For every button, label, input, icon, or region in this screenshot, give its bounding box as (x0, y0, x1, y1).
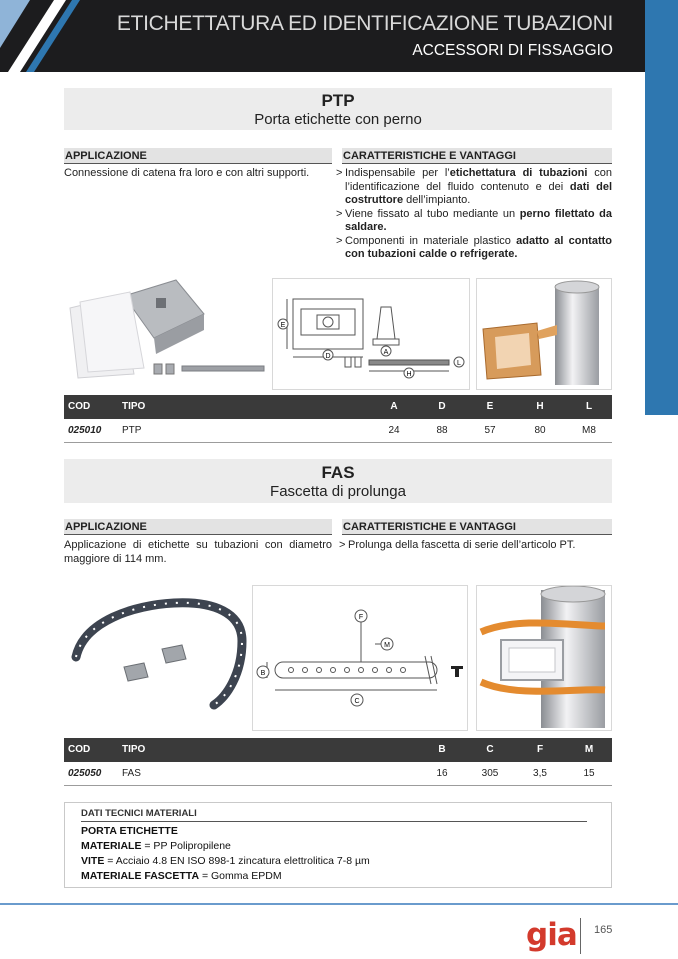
col-e: E (486, 401, 494, 412)
cell-h: 80 (534, 425, 546, 436)
col-b: B (438, 744, 446, 755)
applicazione-text: Connessione di catena fra loro e con altri supporti. (64, 167, 310, 179)
cell-b: 16 (436, 768, 448, 779)
product-code: FAS (321, 463, 355, 482)
brand-logo: gia (526, 917, 577, 953)
technical-data-line: MATERIALE FASCETTA = Gomma EPDM (81, 870, 282, 882)
col-h: H (536, 401, 544, 412)
col-d: D (438, 401, 446, 412)
dimension-drawing (273, 279, 469, 389)
pipe-strap-installation-image (477, 586, 611, 730)
dim-label-f: F (358, 614, 364, 621)
page-number: 165 (594, 924, 613, 936)
col-cod: COD (68, 744, 91, 755)
caratteristiche-heading: CARATTERISTICHE E VANTAGGI (342, 519, 612, 535)
col-l: L (585, 401, 593, 412)
feature-bullet: > Prolunga della fascetta di serie dell’articolo PT. (339, 539, 612, 553)
cell-m: 15 (583, 768, 595, 779)
cell-tipo: PTP (122, 425, 142, 436)
dim-label-b: B (260, 670, 266, 677)
applicazione-heading: APPLICAZIONE (64, 519, 332, 535)
catalog-subsection-title: ACCESSORI DI FISSAGGIO (412, 42, 613, 59)
col-tipo: TIPO (122, 401, 146, 412)
cell-e: 57 (484, 425, 496, 436)
fas-installed-photo (476, 585, 612, 731)
cell-cod: 025050 (68, 768, 102, 779)
pipe-installation-image (477, 279, 611, 389)
catalog-section-title: ETICHETTATURA ED IDENTIFICAZIONE TUBAZIONI (116, 12, 613, 35)
dimension-drawing (253, 586, 467, 730)
product-name: Porta etichette con perno (254, 111, 422, 128)
cell-cod: 025010 (68, 425, 102, 436)
cell-a: 24 (388, 425, 400, 436)
product-code: PTP (321, 91, 355, 110)
product-header-ptp (64, 88, 612, 130)
cell-tipo: FAS (122, 768, 141, 779)
ptp-product-photo (64, 278, 268, 388)
ptp-technical-drawing (272, 278, 470, 390)
page-header (0, 0, 645, 72)
technical-data-line: VITE = Acciaio 4.8 EN ISO 898-1 zincatura elettrolitica 7-8 µm (81, 855, 370, 867)
ptp-installed-photo (476, 278, 612, 390)
caratteristiche-heading: CARATTERISTICHE E VANTAGGI (342, 148, 612, 164)
header-stripes-decoration (0, 0, 110, 72)
product-header-fas (64, 459, 612, 503)
dim-label-l: L (457, 360, 461, 367)
product-name: Fascetta di prolunga (270, 483, 406, 500)
dim-label-e: E (280, 322, 286, 329)
col-cod: COD (68, 401, 91, 412)
col-tipo: TIPO (122, 744, 146, 755)
cell-f: 3,5 (533, 768, 547, 779)
cell-d: 88 (436, 425, 448, 436)
dim-label-h: H (406, 371, 412, 378)
table-row (64, 763, 612, 786)
col-f: F (536, 744, 544, 755)
dim-label-c: C (354, 698, 360, 705)
ptp-table-header (64, 395, 612, 419)
applicazione-heading: APPLICAZIONE (64, 148, 332, 164)
footer-separator (580, 918, 581, 954)
feature-bullet: > Indispensabile per l’etichettatura di tubazioni con l’identificazione del fluido contenuto e dei dati del costruttore dell’impianto. (336, 167, 612, 208)
technical-data-line: MATERIALE = PP Polipropilene (81, 840, 231, 852)
fas-technical-drawing (252, 585, 468, 731)
col-c: C (486, 744, 494, 755)
feature-bullet: > Componenti in materiale plastico adatto al contatto con tubazioni calde o refrigerate. (336, 235, 612, 262)
dim-label-d: D (325, 353, 331, 360)
caratteristiche-list (336, 167, 612, 262)
cell-l: M8 (582, 425, 596, 436)
cell-c: 305 (481, 768, 499, 779)
table-row (64, 420, 612, 443)
extension-strap-image (64, 585, 250, 711)
col-m: M (584, 744, 594, 755)
caratteristiche-list (339, 539, 612, 553)
fas-product-photo (64, 585, 250, 711)
col-a: A (390, 401, 398, 412)
technical-data-box (64, 802, 612, 888)
footer-divider (0, 903, 678, 905)
technical-data-heading: PORTA ETICHETTE (81, 825, 178, 837)
applicazione-text: Applicazione di etichette su tubazioni con diametro maggiore di 114 mm. (64, 539, 332, 565)
dim-label-a: A (383, 349, 389, 356)
fas-table-header (64, 738, 612, 762)
technical-data-title: DATI TECNICI MATERIALI (81, 808, 587, 822)
side-color-tab (645, 0, 678, 415)
label-holder-image (64, 278, 268, 388)
dim-label-m: M (384, 642, 390, 649)
feature-bullet: > Viene fissato al tubo mediante un perno filettato da saldare. (336, 208, 612, 235)
